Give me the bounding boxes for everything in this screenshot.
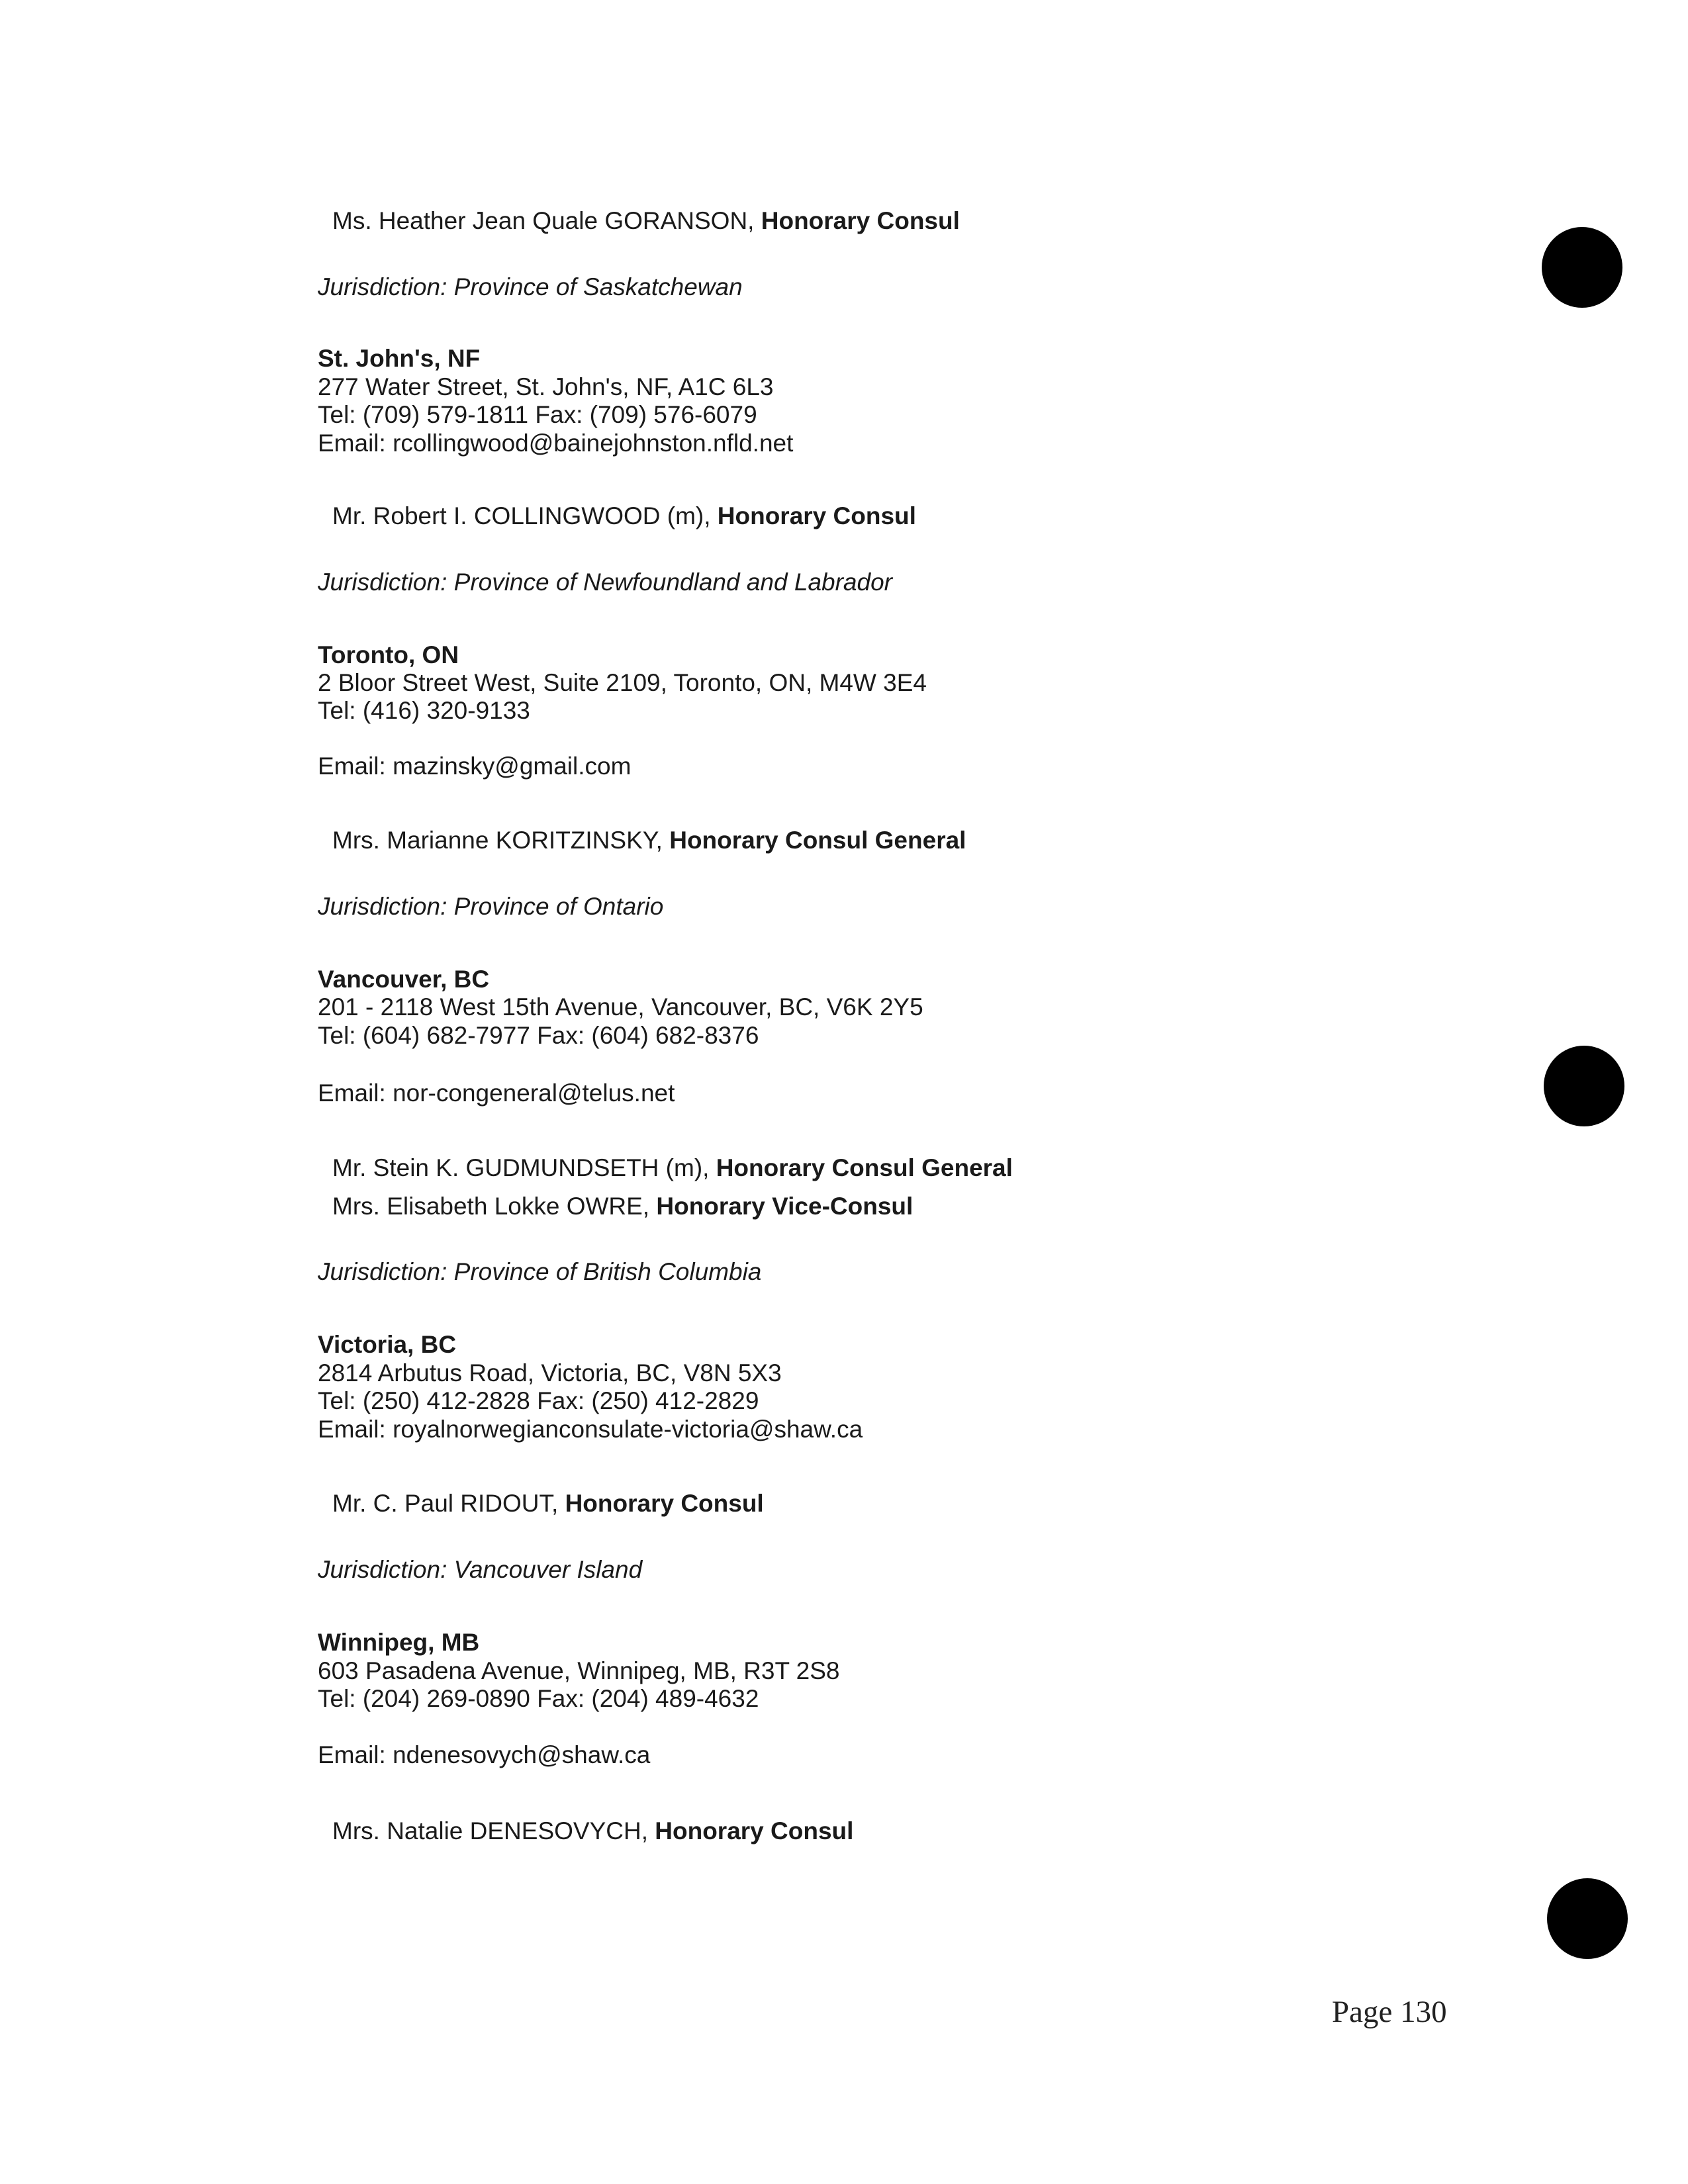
phone-fax: Tel: (416) 320-9133 [318,697,530,724]
consul-name: Mrs. Marianne KORITZINSKY, Honorary Consul General [332,827,966,854]
consul-name: Mrs. Elisabeth Lokke OWRE, Honorary Vice-Consul [332,1193,914,1220]
consul-name: Ms. Heather Jean Quale GORANSON, Honorary Consul [332,207,960,234]
phone-fax: Tel: (709) 579-1811 Fax: (709) 576-6079 [318,401,757,428]
city-heading: Winnipeg, MB [318,1629,480,1656]
city-heading: Vancouver, BC [318,966,490,993]
consul-name: Mr. C. Paul RIDOUT, Honorary Consul [332,1490,764,1517]
address: 277 Water Street, St. John's, NF, A1C 6L3 [318,373,774,400]
phone-fax: Tel: (250) 412-2828 Fax: (250) 412-2829 [318,1387,759,1414]
city-heading: St. John's, NF [318,345,481,372]
consul-name: Mr. Stein K. GUDMUNDSETH (m), Honorary Consul General [332,1154,1013,1181]
punch-hole [1544,1046,1624,1126]
email: Email: ndenesovych@shaw.ca [318,1741,651,1768]
consul-name: Mrs. Natalie DENESOVYCH, Honorary Consul [332,1817,854,1844]
email: Email: royalnorwegianconsulate-victoria@shaw.ca [318,1416,863,1443]
address: 2 Bloor Street West, Suite 2109, Toronto, ON, M4W 3E4 [318,669,927,696]
jurisdiction: Jurisdiction: Vancouver Island [318,1556,643,1583]
city-heading: Toronto, ON [318,641,459,668]
jurisdiction: Jurisdiction: Province of Ontario [318,893,664,920]
jurisdiction: Jurisdiction: Province of British Columbia [318,1258,762,1285]
consul-name: Mr. Robert I. COLLINGWOOD (m), Honorary Consul [332,502,916,529]
city-heading: Victoria, BC [318,1331,457,1358]
phone-fax: Tel: (604) 682-7977 Fax: (604) 682-8376 [318,1022,759,1049]
address: 603 Pasadena Avenue, Winnipeg, MB, R3T 2S8 [318,1657,840,1684]
email: Email: rcollingwood@bainejohnston.nfld.net [318,430,794,457]
jurisdiction: Jurisdiction: Province of Saskatchewan [318,273,743,300]
address: 2814 Arbutus Road, Victoria, BC, V8N 5X3 [318,1359,782,1387]
punch-hole [1542,227,1622,308]
punch-hole [1547,1878,1628,1959]
email: Email: nor-congeneral@telus.net [318,1079,675,1107]
email: Email: mazinsky@gmail.com [318,752,632,780]
address: 201 - 2118 West 15th Avenue, Vancouver, BC, V6K 2Y5 [318,993,923,1021]
phone-fax: Tel: (204) 269-0890 Fax: (204) 489-4632 [318,1685,759,1712]
jurisdiction: Jurisdiction: Province of Newfoundland and Labrador [318,569,892,596]
page-number: Page 130 [1332,1995,1447,2029]
